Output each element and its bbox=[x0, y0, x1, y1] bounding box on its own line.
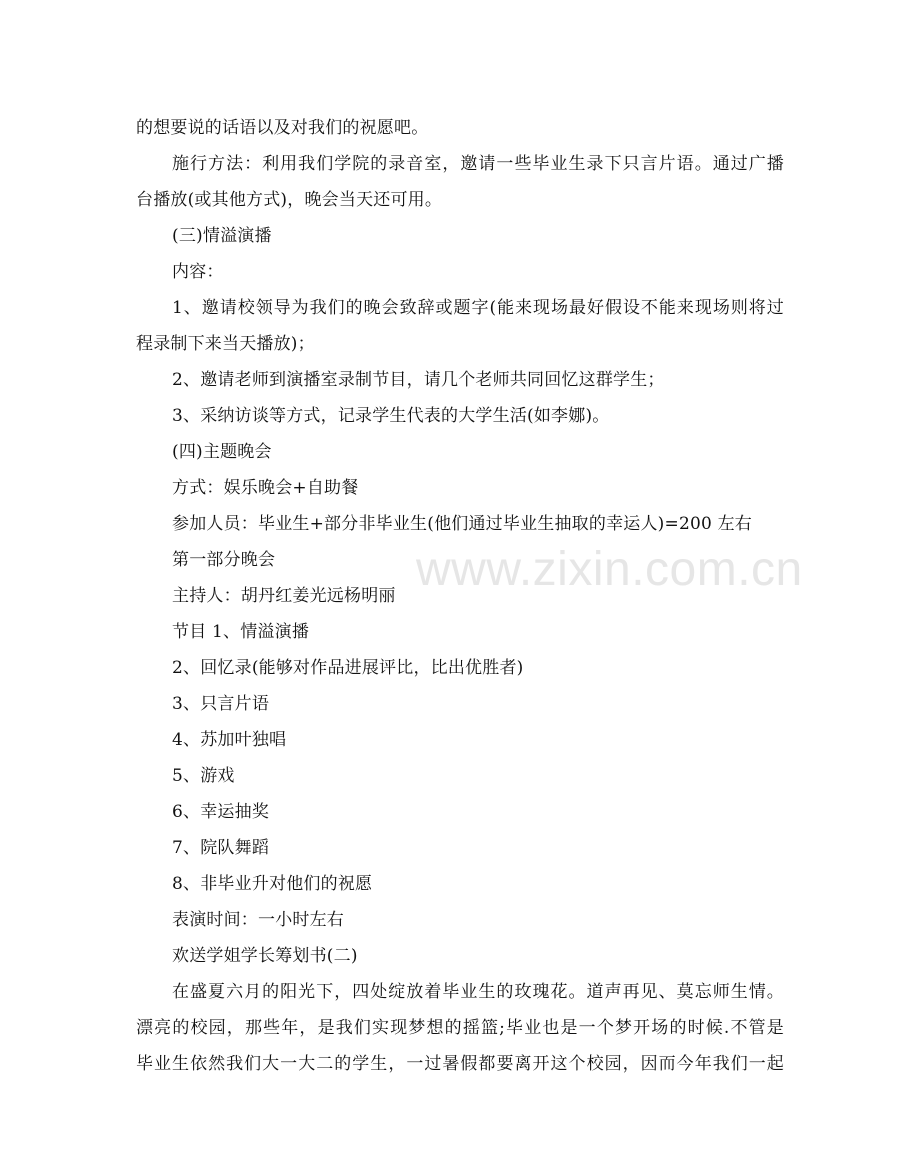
text-line: 漂亮的校园，那些年，是我们实现梦想的摇篮;毕业也是一个梦开场的时候.不管是 bbox=[136, 1018, 784, 1038]
text-line: 的想要说的话语以及对我们的祝愿吧。 bbox=[136, 118, 429, 138]
text-line: 在盛夏六月的阳光下，四处绽放着毕业生的玫瑰花。道声再见、莫忘师生情。 bbox=[172, 982, 784, 1002]
list-item: 2、邀请老师到演播室录制节目，请几个老师共同回忆这群学生； bbox=[172, 370, 665, 390]
list-item: 6、幸运抽奖 bbox=[172, 802, 270, 822]
text-line: 程录制下来当天播放)； bbox=[136, 334, 315, 354]
list-item: 4、苏加叶独唱 bbox=[172, 730, 287, 750]
text-line: 参加人员：毕业生+部分非毕业生(他们通过毕业生抽取的幸运人)=200 左右 bbox=[172, 514, 753, 534]
section-heading: (四)主题晚会 bbox=[172, 442, 272, 462]
list-item: 2、回忆录(能够对作品进展评比，比出优胜者) bbox=[172, 658, 524, 678]
list-item: 节目 1、情溢演播 bbox=[172, 622, 310, 642]
list-item: 3、只言片语 bbox=[172, 694, 270, 714]
list-item: 7、院队舞蹈 bbox=[172, 838, 270, 858]
list-item: 3、采纳访谈等方式，记录学生代表的大学生活(如李娜)。 bbox=[172, 406, 610, 426]
text-line: 内容： bbox=[172, 262, 224, 282]
text-line: 方式：娱乐晚会+自助餐 bbox=[172, 478, 359, 498]
list-item: 1、邀请校领导为我们的晚会致辞或题字(能来现场最好假设不能来现场则将过 bbox=[172, 298, 784, 318]
section-heading: 欢送学姐学长筹划书(二) bbox=[172, 946, 358, 966]
text-line: 台播放(或其他方式)，晚会当天还可用。 bbox=[136, 190, 443, 210]
text-line: 主持人：胡丹红姜光远杨明丽 bbox=[172, 586, 396, 606]
list-item: 8、非毕业升对他们的祝愿 bbox=[172, 874, 373, 894]
text-line: 表演时间：一小时左右 bbox=[172, 910, 344, 930]
text-line: 施行方法：利用我们学院的录音室，邀请一些毕业生录下只言片语。通过广播 bbox=[172, 154, 784, 174]
list-item: 5、游戏 bbox=[172, 766, 235, 786]
text-line: 第一部分晚会 bbox=[172, 550, 276, 570]
section-heading: (三)情溢演播 bbox=[172, 226, 272, 246]
watermark-text: www.zixin.com.cn bbox=[416, 543, 803, 596]
text-line: 毕业生依然我们大一大二的学生，一过暑假都要离开这个校园，因而今年我们一起 bbox=[136, 1054, 784, 1074]
